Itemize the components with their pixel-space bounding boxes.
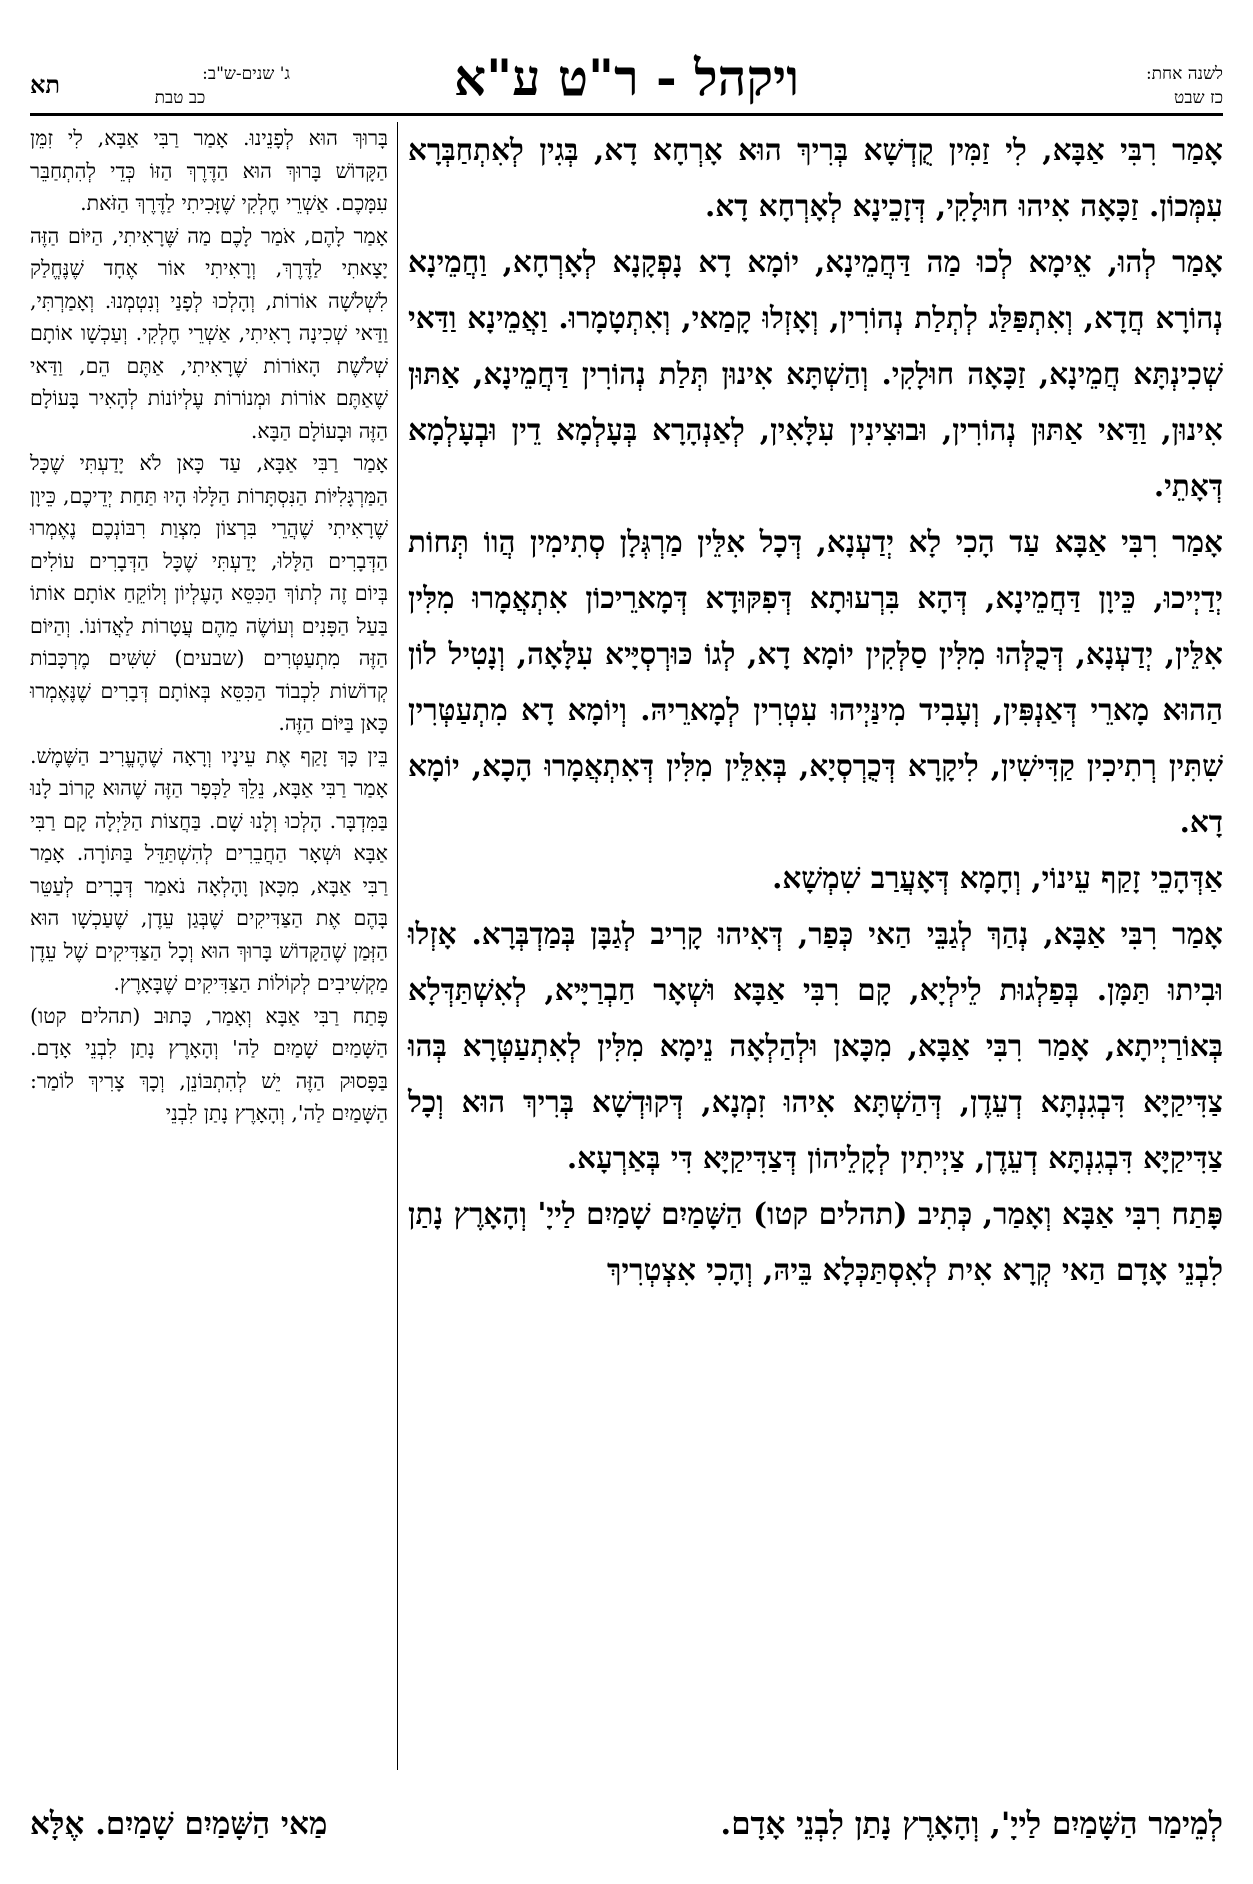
header-three-year-date: כב טבת <box>154 88 206 108</box>
header-three-year-schedule <box>30 62 330 110</box>
main-paragraph: אַדְּהָכֵי זָקַף עֵינוֹי, וְחָמָא דְּאָעֲרַב שִׁמְשָׁא. <box>772 860 1223 895</box>
side-paragraph: בֵּין כָּךְ זָקַף אֶת עֵינָיו וְרָאָה שֶׁהֶעֱרִיב הַשֶּׁמֶשׁ. אָמַר רַבִּי אַבָּא, נֵלֵךְ לַכְּפָר הַזֶּה שֶׁהוּא קָרוֹב לָנוּ בַּמִּדְבָּר. הָלְכוּ וְלָנוּ שָׁם. בַּחֲצוֹת הַלַּיְלָה קָם רַבִּי אַבָּא וּשְׁאָר הַחֲבֵרִים לְהִשְׁתַּדֵּל בַּתּוֹרָה. אָמַר רַבִּי אַבָּא, מִכָּאן וָהָלְאָה נֹאמַר דְּבָרִים לְעַטֵּר בָּהֶם אֶת הַצַּדִּיקִים שֶׁבְּגַן עֵדֶן, שֶׁעַכְשָׁו הוּא הַזְּמַן שֶׁהַקָּדוֹשׁ בָּרוּךְ הוּא וְכָל הַצַּדִּיקִים שֶׁל עֵדֶן מַקְשִׁיבִים לְקוֹלוֹת הַצַּדִּיקִים שֶׁבָּאָרֶץ. <box>30 743 388 995</box>
page-title: ויקהל - ר"ט ע"א <box>453 48 800 107</box>
main-paragraph: אָמַר רִבִּי אַבָּא, לִי זַמִּין קֻדְשָׁא בְּרִיךְ הוּא אָרְחָא דָא, בְּגִין לְאִתְחַבְּרָא עִמְּכוֹן. זַכָּאָה אִיהוּ חוּלָקִי, דְּזָכֵינָא לְאָרְחָא דָא. <box>408 132 1223 223</box>
side-paragraph: פָּתַח רַבִּי אַבָּא וְאָמַר, כָּתוּב (תהלים קטו) הַשָּׁמַיִם שָׁמַיִם לַה' וְהָאָרֶץ נָתַן לִבְנֵי אָדָם. בַּפָּסוּק הַזֶּה יֵשׁ לְהִתְבּוֹנֵן, וְכָךְ צָרִיךְ לוֹמַר: הַשָּׁמַיִם לַה', וְהָאָרֶץ נָתַן לִבְנֵי <box>30 1003 388 1125</box>
main-paragraph: אָמַר רִבִּי אַבָּא עַד הָכִי לָא יְדַעְנָא, דְּכָל אִלֵּין מַרְגְּלָן סְתִימִין הֲווֹ תְּחוֹת יְדַיְיכוּ, כֵּיוָן דַּחֲמֵינָא, דְּהָא בִּרְעוּתָא דְּפִקּוּדָא דְּמָארֵיכוֹן אִתְאֲמָרוּ מִלִּין אִלֵּין, יְדַעְנָא, דְּכֻלְּהוּ מִלִּין סַלְּקִין יוֹמָא דָא, לְגוֹ כּוּרְסְיָּיא עִלָּאָה, וְנָטִיל לוֹן הַהוּא מָארֵי דְּאַנְפִּין, וְעָבִיד מִינַּיְיהוּ עִטְרִין לְמָארֵיהּ. וְיוֹמָא דָא מִתְעַטְּרִין שִׁתִּין רְתִיכִין קַדִּישִׁין, לִיקָרָא דְּכֻרְסְיָא, בְּאִלֵּין מִלִּין דְּאִתְאֲמָרוּ הָכָא, יוֹמָא דָא. <box>408 524 1223 839</box>
aramaic-text-column <box>408 122 1223 1298</box>
main-paragraph: אָמַר לְהוּ, אֵימָא לְכוּ מַה דַּחֲמֵינָא, יוֹמָא דָא נָפְקָנָא לְאָרְחָא, וַחֲמֵינָא נְהוֹרָא חֲדָא, וְאִתְפַּלַּג לְתְלַת נְהוֹרִין, וְאָזְלוּ קָמַאי, וְאִתְטָמָרוּ. וַאֲמֵינָא וַדַּאי שְׁכִינְתָּא חֲמֵינָא, זַכָּאָה חוּלָקִי. וְהַשְׁתָּא אִינוּן תְּלַת נְהוֹרִין דַּחֲמֵינָא, אַתּוּן אִינוּן, וַדַּאי אַתּוּן נְהוֹרִין, וּבוּצִינִין עִלָּאִין, לְאַנְהָרָא בְּעָלְמָא דֵין וּבְעָלְמָא דְּאָתֵי. <box>408 244 1223 503</box>
header-one-year-label: לשנה אחת: <box>1145 64 1223 84</box>
header-rule <box>30 113 1223 116</box>
bottom-line-main-text: לְמֵימַר הַשָּׁמַיִם לַייָ', וְהָאָרֶץ נָתַן לִבְנֵי אָדָם. <box>720 1806 1223 1842</box>
header-three-year-label: ג' שנים-ש"ב: <box>202 64 290 84</box>
side-paragraph: אָמַר לָהֶם, אֹמַר לָכֶם מַה שֶּׁרָאִיתִי, הַיּוֹם הַזֶּה יָצָאתִי לַדֶּרֶךְ, וְרָאִיתִי אוֹר אֶחָד שֶׁנֶּחֱלַק לִשְׁלֹשָׁה אוֹרוֹת, וְהָלְכוּ לְפָנַי וְנִטְמְנוּ. וְאָמַרְתִּי, וַדַּאי שְׁכִינָה רָאִיתִי, אַשְׁרֵי חֶלְקִי. וְעַכְשָׁו אוֹתָם שְׁלֹשֶׁת הָאוֹרוֹת שֶׁרָאִיתִי, אַתֶּם הֵם, וַדַּאי שֶׁאַתֶּם אוֹרוֹת וּמְנוֹרוֹת עֶלְיוֹנוֹת לְהָאִיר בָּעוֹלָם הַזֶּה וּבָעוֹלָם הַבָּא. <box>30 223 388 443</box>
main-paragraph: פָּתַח רִבִּי אַבָּא וְאָמַר, כְּתִיב (תהלים קטו) הַשָּׁמַיִם שָׁמַיִם לַייָ' וְהָאָרֶץ נָתַן לִבְנֵי אָדָם הַאי קְרָא אִית לְאִסְתַּכְּלָא בֵּיהּ, וְהָכִי אִצְטְרִיךְ <box>408 1196 1223 1287</box>
bottom-line <box>30 1798 1223 1850</box>
page-number: תא <box>30 70 61 99</box>
main-paragraph: אָמַר רִבִּי אַבָּא, נְהַךְ לְגַבֵּי הַאי כְּפַר, דְּאִיהוּ קָרִיב לְגַבָּן בְּמַדְבְּרָא. אָזְלוּ וּבִיתוּ תַּמָּן. בְּפַלְגוּת לֵילְיָא, קָם רִבִּי אַבָּא וּשְׁאָר חַבְרַיָּיא, לְאִשְׁתַּדְּלָא בְּאוֹרַיְיתָא, אָמַר רִבִּי אַבָּא, מִכָּאן וּלְהַלְאָה נֵימָא מִלִּין לְאִתְעַטְּרָא בְּהוּ צַדִּיקַיָּא דִּבְגִנְתָּא דְעֵדֶן, דְּהַשְׁתָּא אִיהוּ זִמְנָא, דְּקוּדְשָׁא בְּרִיךְ הוּא וְכָל צַדִּיקַיָּא דִּבְגִנְתָּא דְעֵדֶן, צַיְיתִין לְקָלֵיהוֹן דְּצַדִּיקַיָּא דִּי בְּאַרְעָא. <box>408 916 1223 1175</box>
page-header <box>30 48 1223 110</box>
column-divider <box>397 122 398 1770</box>
bottom-line-continuation: מַאי הַשָּׁמַיִם שָׁמַיִם. אֶלָּא <box>30 1806 328 1842</box>
side-paragraph: בָּרוּךְ הוּא לְפָנֵינוּ. אָמַר רַבִּי אַבָּא, לִי זִמֵּן הַקָּדוֹשׁ בָּרוּךְ הוּא הַדֶּרֶךְ הַזּוֹ כְּדֵי לְהִתְחַבֵּר עִמָּכֶם. אַשְׁרֵי חֶלְקִי שֶׁזָּכִיתִי לַדֶּרֶךְ הַזֹּאת. <box>30 126 388 215</box>
hebrew-translation-column <box>30 122 388 1130</box>
header-one-year-date: כז שבט <box>1174 88 1223 108</box>
side-paragraph: אָמַר רַבִּי אַבָּא, עַד כָּאן לֹא יָדַעְתִּי שֶׁכָּל הַמַּרְגָּלִיּוֹת הַנִּסְתָּרוֹת הַלָּלוּ הָיוּ תַּחַת יְדֵיכֶם, כֵּיוָן שֶׁרָאִיתִי שֶׁהֲרֵי בִּרְצוֹן מִצְוַת רִבּוֹנְכֶם נֶאֶמְרוּ הַדְּבָרִים הַלָּלוּ, יָדַעְתִּי שֶׁכָּל הַדְּבָרִים עוֹלִים בְּיוֹם זֶה לְתוֹךְ הַכִּסֵּא הָעֶלְיוֹן וְלוֹקֵחַ אוֹתָם אוֹתוֹ בַּעַל הַפָּנִים וְעוֹשֶׂה מֵהֶם עֲטָרוֹת לַאֲדוֹנוֹ. וְהַיּוֹם הַזֶּה מִתְעַטְּרִים (שבעים) שִׁשִּׁים מֶרְכָּבוֹת קְדוֹשׁוֹת לִכְבוֹד הַכִּסֵּא בְּאוֹתָם דְּבָרִים שֶׁנֶּאֶמְרוּ כָּאן בַּיּוֹם הַזֶּה. <box>30 451 388 735</box>
